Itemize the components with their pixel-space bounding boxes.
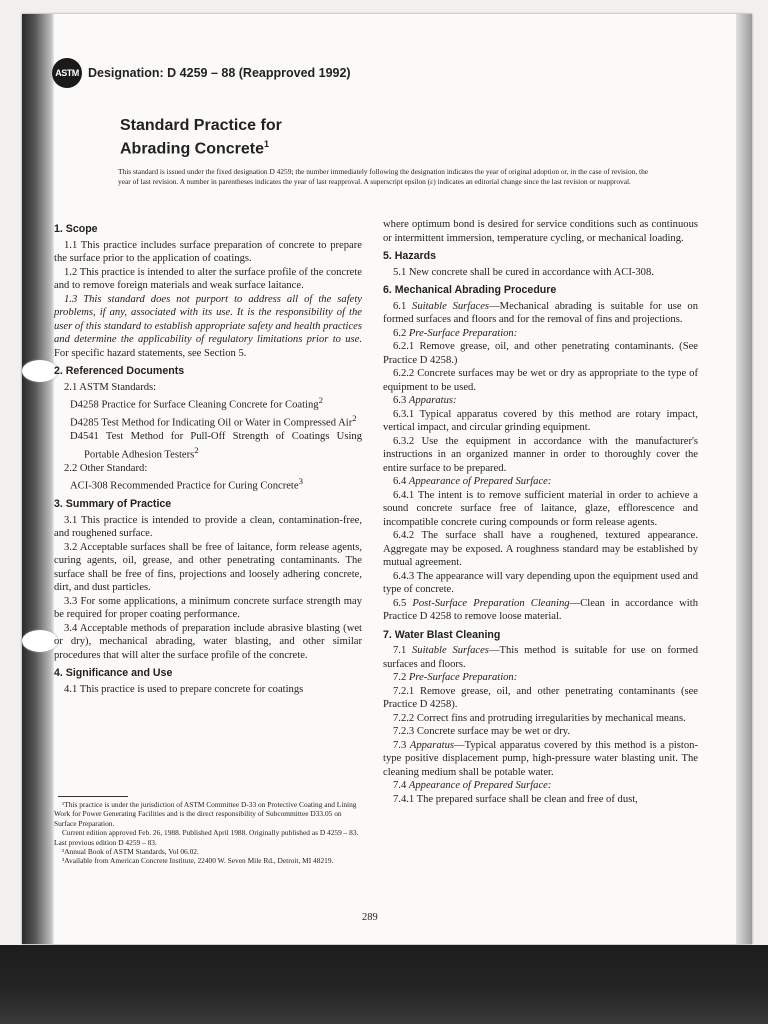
paragraph-4-1: 4.1 This practice is used to prepare concrete for coatings (64, 683, 304, 695)
reference-text: ACI-308 Recommended Practice for Curing Concrete (70, 480, 299, 492)
clause-text: —Mechanical abrading is suitable for use on formed surfaces and floors and for the removal of fins and projections. (383, 300, 699, 325)
clause-number: 6.3 (393, 395, 409, 406)
footnote-2: ²Annual Book of ASTM Standards, Vol 06.02. (62, 847, 199, 857)
clause-number: 7.1 (393, 645, 412, 656)
clause-number: 7.3 (393, 739, 410, 751)
paragraph-3-3: 3.3 For some applications, a minimum concrete surface strength may be required for proper coating performance. (54, 595, 362, 621)
paragraph-7-2-3: 7.2.3 Concrete surface may be wet or dry. (393, 726, 570, 737)
binding-shadow (22, 14, 54, 944)
section-heading-referenced-documents: 2. Referenced Documents (54, 365, 185, 377)
page-edge-shadow (736, 14, 752, 944)
punch-hole (22, 360, 58, 382)
paragraph-6-3-2: 6.3.2 Use the equipment in accordance with the manufacturer's instructions in an organized manner in order to thoroughly cover the entire surface to be prepared. (383, 435, 698, 474)
clause-title: Pre-Surface Preparation: (408, 327, 518, 339)
title-text: Abrading Concrete (120, 140, 265, 158)
right-column (383, 218, 698, 806)
safety-caveat: 1.3 This standard does not purport to address all of the safety problems, if any, associated with its use. It is the responsibility of the user of this standard to establish appropriate safety and health practices and determine the applicability of regulatory limitations prior to use. (54, 293, 362, 345)
footnote-1: ¹This practice is under the jurisdiction of ASTM Committee D-33 on Protective Coating and Lining Work for Power Generating Facilities and is the direct responsibility of Subcommittee D33.05 on Surface Preparation. (54, 800, 357, 828)
left-column (54, 218, 362, 696)
reference-item (54, 394, 362, 412)
clause-text: —This method is suitable for use on formed surfaces and floors. (383, 645, 698, 670)
section-heading-summary: 3. Summary of Practice (54, 498, 172, 511)
paragraph-1-1: 1.1 This practice includes surface preparation of concrete to prepare the surface prior to the application of coatings. (54, 239, 362, 264)
paragraph-3-2: 3.2 Acceptable surfaces shall be free of laitance, form release agents, curing agents, oil, grease, and other penetrating contaminants. The surface shall be free of fins, projections and loosely adhering concrete, dirt, and dust particles. (54, 541, 362, 594)
title-footnote-mark: 1 (264, 139, 270, 149)
clause-number: 7.2 (393, 672, 409, 683)
clause-title: Pre-Surface Preparation: (408, 672, 518, 683)
hazard-reference: For specific hazard statements, see Section 5. (54, 347, 247, 359)
section-heading-water-blast: 7. Water Blast Cleaning (383, 628, 501, 641)
paragraph-7-3 (383, 739, 698, 780)
paragraph-5-1: 5.1 New concrete shall be cured in accordance with ACI-308. (393, 266, 654, 278)
paragraph-3-1: 3.1 This practice is intended to provide a clean, contamination-free, and roughened surface. (54, 514, 362, 540)
issue-note: This standard is issued under the fixed designation D 4259; the number immediately following the designation indicates the year of original adoption or, in the case of revision, the year of last revision. A number in parentheses indicates the year of last reapproval. A superscript epsilon (ε) indicates an editorial change since the last revision or reapproval. (118, 167, 649, 186)
paragraph-2-1: 2.1 ASTM Standards: (64, 381, 157, 393)
paragraph-7-1 (383, 644, 698, 671)
clause-title: Post-Surface Preparation Cleaning (412, 597, 570, 609)
footnote-mark: 2 (194, 444, 199, 455)
reference-item (54, 430, 362, 462)
clause-title: Apparatus: (408, 395, 457, 406)
clause-title: Appearance of Prepared Surface: (408, 780, 552, 791)
reference-text: D4285 Test Method for Indicating Oil or Water in Compressed Air (70, 417, 353, 429)
footnote-mark: 3 (298, 476, 303, 487)
reference-text: D4541 Test Method for Pull-Off Strength of Coatings Using Portable Adhesion Testers (70, 431, 362, 461)
logo-text: ASTM (55, 68, 79, 78)
paragraph-4-1-continued: where optimum bond is desired for service conditions such as continuous or intermittent immersion, temperature cycling, or mechanical loading. (383, 219, 698, 244)
punch-hole (22, 630, 58, 652)
reference-item (54, 412, 362, 430)
paragraph-6-3-1: 6.3.1 Typical apparatus covered by this method are rotary impact, vertical impact, and circular grinding equipment. (383, 408, 698, 433)
clause-number: 6.2 (393, 327, 409, 339)
paragraph-6-4-1: 6.4.1 The intent is to remove sufficient material in order to achieve a sound concrete surface free of laitance, glaze, efflorescence and incompatible concrete curing compounds or form release agents. (383, 489, 698, 528)
paragraph-6-3 (383, 394, 698, 408)
designation: Designation: D 4259 – 88 (Reapproved 1992) (88, 66, 351, 80)
paragraph-7-4-1: 7.4.1 The prepared surface shall be clean and free of dust, (393, 793, 638, 805)
section-heading-hazards: 5. Hazards (383, 250, 436, 262)
paragraph-6-4-2: 6.4.2 The surface shall have a roughened, textured appearance. Aggregate may be exposed. A roughness standard may be established by mutual agreement. (383, 530, 698, 568)
paragraph-7-2 (383, 671, 698, 685)
paragraph-6-2-1: 6.2.1 Remove grease, oil, and other penetrating contaminants. (See Practice D 4258.) (383, 341, 698, 366)
page-number: 289 (362, 912, 378, 923)
clause-number: 6.1 (393, 300, 413, 312)
title-line-2 (120, 135, 282, 158)
footnotes (54, 800, 362, 866)
paragraph-6-2 (383, 327, 698, 341)
footnote-divider (58, 796, 128, 797)
scanner-bed-edge (0, 945, 768, 1024)
astm-logo-icon (52, 58, 82, 88)
clause-text: —Clean in accordance with Practice D 4258 to remove loose material. (383, 597, 698, 622)
reference-item (54, 475, 362, 493)
section-heading-mechanical-abrading: 6. Mechanical Abrading Procedure (383, 284, 557, 296)
clause-number: 6.5 (393, 597, 413, 609)
paragraph-3-4: 3.4 Acceptable methods of preparation include abrasive blasting (wet or dry), mechanical abrading, water blasting, and other similar procedures that will alter the surface profile of the concrete. (54, 622, 362, 661)
paragraph-7-2-2: 7.2.2 Correct fins and protruding irregularities by mechanical means. (393, 712, 686, 724)
paragraph-6-5 (383, 597, 698, 624)
paragraph-6-1 (383, 300, 698, 327)
clause-title: Apparatus (409, 739, 454, 751)
reference-text: D4258 Practice for Surface Cleaning Concrete for Coating (70, 399, 319, 411)
title-line-1: Standard Practice for (120, 117, 282, 134)
paragraph-7-4 (383, 779, 698, 793)
page-title (120, 116, 282, 158)
paragraph-6-4 (383, 475, 698, 489)
paragraph-2-2: 2.2 Other Standard: (64, 462, 148, 474)
clause-title: Appearance of Prepared Surface: (408, 476, 552, 487)
paragraph-6-4-3: 6.4.3 The appearance will vary depending upon the equipment used and type of concrete. (383, 570, 698, 595)
paragraph-1-2: 1.2 This practice is intended to alter the surface profile of the concrete and to remove foreign materials and weak surface laitance. (54, 266, 362, 291)
document-header (52, 58, 351, 88)
footnote-1-edition: Current edition approved Feb. 26, 1988. Published April 1988. Originally published as D 4259 – 83. Last previous edition D 4259 – 83. (54, 828, 359, 847)
paragraph-1-3 (54, 293, 362, 361)
paragraph-6-2-2: 6.2.2 Concrete surfaces may be wet or dry as appropriate to the type of equipment to be used. (383, 368, 698, 393)
clause-text: —Typical apparatus covered by this method is a piston-type positive displacement pump, high-pressure water blasting unit. The cleaning medium shall be potable water. (383, 739, 698, 778)
clause-number: 6.4 (393, 476, 409, 487)
section-heading-significance: 4. Significance and Use (54, 667, 173, 680)
clause-title: Suitable Surfaces (412, 300, 490, 312)
clause-title: Suitable Surfaces (411, 645, 489, 656)
footnote-mark: 2 (352, 413, 357, 424)
paragraph-7-2-1: 7.2.1 Remove grease, oil, and other penetrating contaminants (see Practice D 4258). (383, 685, 698, 710)
footnote-mark: 2 (318, 395, 323, 405)
footnote-3: ³Available from American Concrete Institute, 22400 W. Seven Mile Rd., Detroit, MI 48219. (62, 856, 334, 866)
clause-number: 7.4 (393, 780, 409, 791)
section-heading-scope: 1. Scope (54, 223, 98, 235)
